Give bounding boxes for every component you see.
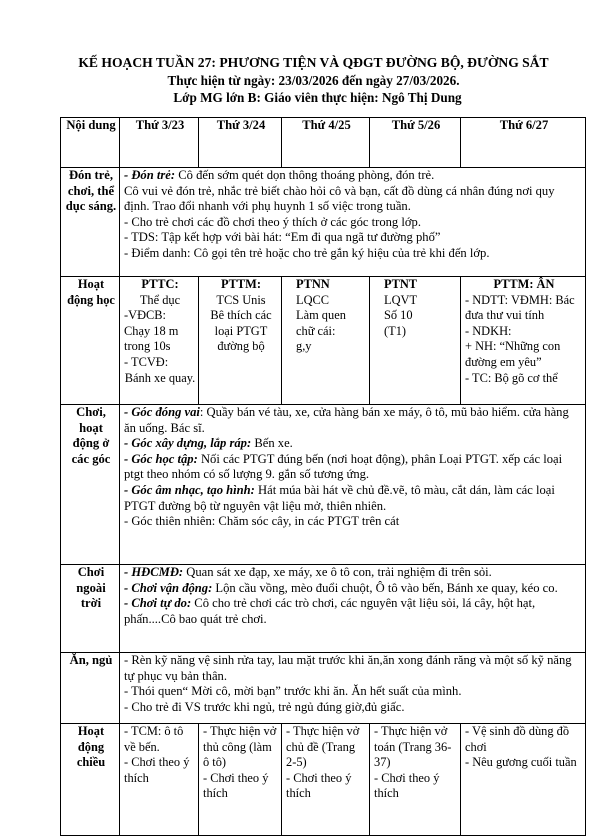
text-line: Số 10 (384, 308, 413, 323)
text-line: - TC: Bộ gõ cơ thể (465, 370, 558, 385)
row-chieu (61, 724, 586, 836)
text-line: Thể dục (139, 292, 181, 307)
text-line: - NDTT: VĐMH: Bác đưa thư vui tính (465, 292, 575, 323)
text-line: - Vệ sinh đồ dùng đồ chơi (465, 724, 570, 754)
weekly-plan-table (60, 117, 586, 836)
bold-term: - Góc xây dựng, lắp ráp: (124, 436, 252, 451)
text-line: - Thực hiện vở thủ công (làm ô tô) (203, 724, 277, 770)
text-line: về bến. (124, 739, 160, 754)
activity-area: PTNT (384, 277, 418, 291)
text-line: - Thói quen“ Mời cô, mời bạn” trước khi ăn. Ăn hết suất của mình. (124, 684, 462, 699)
header-cell-day: Thứ 3/23 (120, 118, 199, 168)
text-line: Làm quen chữ cái: (296, 308, 346, 338)
day-cell (199, 724, 282, 836)
row-label: Hoạt động học (61, 277, 120, 405)
text-line: - Chơi theo ý thích (374, 770, 440, 801)
text-line: - TCM: ô tô (124, 724, 184, 738)
table-header-row (61, 118, 586, 168)
row-label: Chơi, hoạt động ở các góc (61, 405, 120, 565)
row-an-ngu (61, 653, 586, 724)
text-line: - Nêu gương cuối tuần (465, 755, 577, 770)
plan-class-teacher: Lớp MG lớn B: Giáo viên thực hiện: Ngô Thị Dung (173, 90, 462, 105)
day-cell (120, 724, 199, 836)
row-label: Ăn, ngủ (61, 653, 120, 724)
day-cell (199, 277, 282, 405)
text-line: Bến xe. (251, 436, 293, 451)
bold-term: - Đón trẻ: (124, 168, 176, 182)
text-line: - Rèn kỹ năng vệ sinh rửa tay, lau mặt trước khi ăn,ăn xong đánh răng và một số kỹ năng tự phục vụ bản thân. (124, 653, 572, 683)
text-line: + NH: “Những con đường em yêu” (465, 339, 561, 369)
text-line: -VĐCB: (124, 308, 166, 323)
text-line: - TCVĐ: (124, 354, 169, 369)
bold-term: - HĐCMĐ: (124, 565, 184, 579)
text-line: - Thực hiện vở chủ đề (Trang 2-5) (286, 724, 360, 770)
activity-area: PTNN (296, 277, 330, 291)
text-line: Cô cho trẻ chơi các trò chơi, các nguyên vật liệu sỏi, lá cây, hột hạt, phấn....Cô bao quát trẻ chơi. (124, 596, 536, 626)
text-line: - Góc thiên nhiên: Chăm sóc cây, in các PTGT trên cát (124, 514, 400, 529)
text-line: - NDKH: (465, 323, 512, 338)
bold-term: - Góc âm nhạc, tạo hình: (124, 482, 255, 497)
text-line: Chạy 18 m trong 10s (124, 323, 179, 354)
row-don-tre (61, 168, 586, 277)
bold-term: - Góc học tập: (124, 451, 198, 466)
day-cell (461, 277, 586, 405)
text-line: g,y (296, 339, 312, 354)
day-cell (370, 724, 461, 836)
bold-term: - Chơi tự do: (124, 596, 192, 611)
row-content (120, 565, 586, 653)
plan-dates: Thực hiện từ ngày: 23/03/2026 đến ngày 27/03/2026. (167, 72, 460, 88)
document-header (0, 54, 607, 107)
row-hoat-dong-hoc (61, 277, 586, 405)
activity-area: PTTM: (221, 277, 261, 291)
activity-area: PTTC: (141, 277, 179, 291)
text-line: Lộn cầu vồng, mèo đuổi chuột, Ô tô vào bến, Bánh xe quay, kéo co. (212, 580, 558, 595)
row-ngoai-troi (61, 565, 586, 653)
text-line: LQVT (384, 292, 418, 307)
header-cell-day: Thứ 5/26 (370, 118, 461, 168)
row-content (120, 168, 586, 277)
day-cell (370, 277, 461, 405)
text-line: - Điểm danh: Cô gọi tên trẻ hoặc cho trẻ gắn ký hiệu của trẻ khi đến lớp. (124, 245, 490, 260)
day-cell (282, 724, 370, 836)
row-label: Chơi ngoài trời (61, 565, 120, 653)
text-line: - Cho trẻ đi VS trước khi ngủ, trẻ ngủ đúng giờ,đủ giấc. (124, 699, 405, 714)
text-line: - Thực hiện vở toán (Trang 36-37) (374, 724, 452, 770)
plan-title: KẾ HOẠCH TUẦN 27: PHƯƠNG TIỆN VÀ QĐGT ĐƯỜNG BỘ, ĐƯỜNG SẮT (78, 55, 549, 70)
header-cell-day: Thứ 3/24 (199, 118, 282, 168)
day-cell (461, 724, 586, 836)
text-line: Hát múa bài hát về chủ đề.vẽ, tô màu, cắt dán, làm các loại PTGT đường bộ từ nguyên vật liệu mở, thiên nhiên. (124, 482, 555, 513)
bold-term: - Góc đóng vai (124, 405, 200, 419)
activity-area: PTTM: ÂN (493, 277, 555, 291)
text-line: Nối các PTGT đúng bến (nơi hoạt động), phân Loại PTGT. xếp các loại ptgt theo nhóm có số lượng 9. gắn số tương ứng. (124, 451, 563, 482)
text-line: - TDS: Tập kết hợp với bài hát: “Em đi qua ngã tư đường phố” (124, 230, 441, 245)
row-content (120, 405, 586, 565)
text-line: Cô đến sớm quét dọn thông thoáng phòng, đón trẻ. (175, 168, 435, 182)
text-line: Quan sát xe đạp, xe máy, xe ô tô con, trải nghiệm đi trên sỏi. (183, 565, 492, 579)
row-label: Hoạt động chiều (61, 724, 120, 836)
text-line: - Chơi theo ý thích (124, 755, 190, 785)
day-cell (282, 277, 370, 405)
header-cell-day: Thứ 6/27 (461, 118, 586, 168)
text-line: Cô vui vẻ đón trẻ, nhắc trẻ biết chào hỏi cô và bạn, cất đồ dùng cá nhân đúng nơi quy định. Trao đổi nhanh với phụ huynh 1 số việc trong tuần. (124, 183, 555, 214)
text-line: Bê thích các loại PTGT đường bộ (210, 308, 272, 354)
header-cell-content: Nội dung (61, 118, 120, 168)
row-label: Đón trẻ, chơi, thể dục sáng. (61, 168, 120, 277)
row-choi-goc (61, 405, 586, 565)
day-cell (120, 277, 199, 405)
text-line: - Chơi theo ý thích (286, 770, 352, 801)
row-content (120, 653, 586, 724)
text-line: - Chơi theo ý thích (203, 770, 269, 801)
text-line: TCS Unis (216, 292, 266, 307)
bold-term: - Chơi vận động: (124, 580, 213, 595)
text-line: Bánh xe quay. (124, 370, 196, 385)
text-line: (T1) (384, 323, 407, 338)
text-line: LQCC (296, 292, 330, 307)
text-line: : Quầy bán vé tàu, xe, cửa hàng bán xe máy, ô tô, mũ bảo hiểm. cửa hàng ăn uống. Bác sĩ. (124, 405, 569, 435)
header-cell-day: Thứ 4/25 (282, 118, 370, 168)
text-line: - Cho trẻ chơi các đồ chơi theo ý thích ở các góc trong lớp. (124, 214, 421, 229)
